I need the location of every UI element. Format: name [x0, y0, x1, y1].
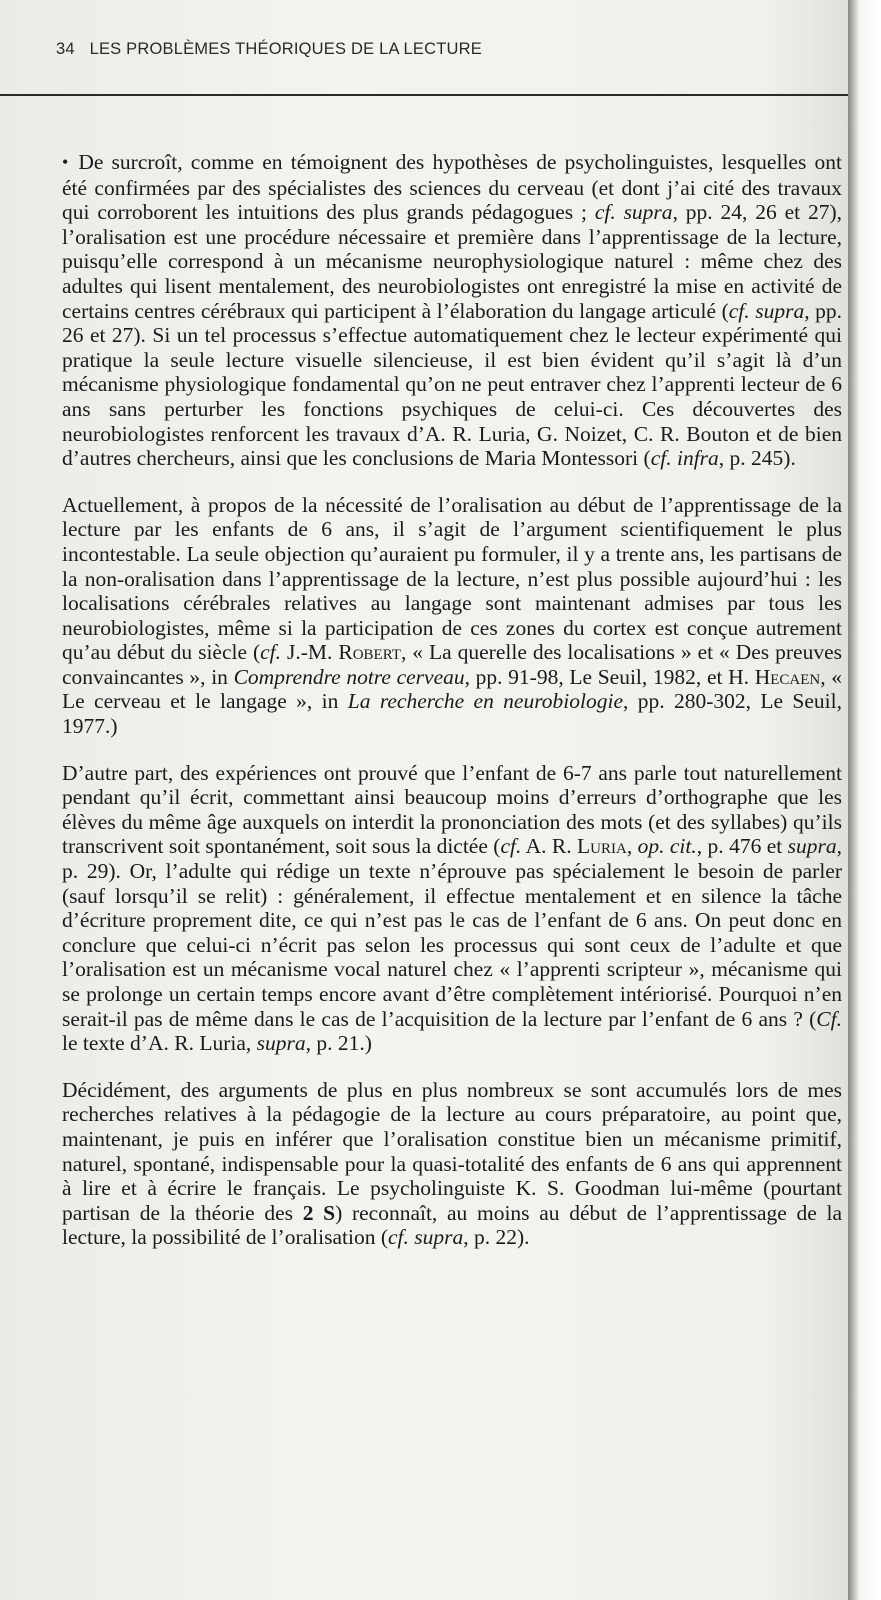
- text-run: De surcroît, comme en témoignent des hypothèses de psycholinguistes, lesquelles ont été confirmées par des spécialistes des sciences du cerveau (et dont j’ai cité des travaux qui corroborent les intuitions des plus grands pédagogues ;: [62, 150, 842, 225]
- italic-run: cf. supra: [594, 200, 673, 225]
- running-title: LES PROBLÈMES THÉORIQUES DE LA LECTURE: [89, 40, 482, 58]
- paragraph-4: [62, 1078, 842, 1250]
- text-run: D’autre part, des expériences ont prouvé que l’enfant de 6-7 ans parle tout naturellement pendant qu’il écrit, commettant ainsi beaucoup moins d’erreurs d’orthographe que les élèves du même âge auxquels on interdit la prononciation des mots (et des syllabes) qu’ils transcrivent soit spontanément, soit sous la dictée (: [62, 760, 842, 859]
- text-run: , p. 22).: [463, 1225, 530, 1250]
- text-run: , pp. 91-98, Le Seuil, 1982, et H.: [464, 664, 755, 689]
- text-run: , p. 245).: [718, 446, 796, 471]
- author-name: Robert: [338, 640, 401, 665]
- paragraph-2: [62, 493, 842, 739]
- text-run: ) reconnaît, au moins au début de l’apprentissage de la lecture, la possibilité de l’oralisation (: [62, 1200, 842, 1250]
- text-run: ,: [626, 834, 638, 859]
- text-run: , « Le cerveau et le langage », in: [62, 664, 842, 714]
- italic-run: La recherche en neurobiologie: [347, 689, 624, 714]
- body-text: [62, 150, 842, 1250]
- text-run: , pp. 26 et 27). Si un tel processus s’effectue automatiquement chez le lecteur expérimenté qui pratique la seule lecture visuelle silencieuse, il est bien évident qu’il s’agit là d’un mécanisme physiologique fondamental qu’on ne peut entraver chez l’apprenti lecteur de 6 ans sans perturber les fonctions psychiques de celui-ci. Ces découvertes des neurobiologistes renforcent les travaux d’A. R. Luria, G. Noizet, C. R. Bouton et de bien d’autres chercheurs, ainsi que les conclusions de Maria Montessori (: [62, 298, 843, 471]
- text-run: , p. 21.): [305, 1031, 372, 1056]
- italic-run: supra: [256, 1031, 306, 1056]
- bold-run: 2 S: [302, 1200, 336, 1225]
- italic-run: cf. supra: [388, 1225, 464, 1250]
- text-run: , p. 476 et: [696, 834, 788, 859]
- text-run: le texte d’A. R. Luria,: [62, 1031, 257, 1056]
- text-run: J.-M.: [281, 640, 339, 665]
- italic-run: cf. infra: [650, 446, 719, 471]
- italic-run: op. cit.: [637, 834, 697, 859]
- italic-run: cf. supra: [728, 298, 805, 323]
- italic-run: cf.: [500, 834, 522, 859]
- italic-run: cf.: [260, 640, 282, 665]
- text-run: , pp. 280-302, Le Seuil, 1977.): [62, 689, 842, 739]
- author-name: Luria: [577, 834, 627, 859]
- running-header: [56, 40, 482, 59]
- italic-run: Cf.: [816, 1006, 842, 1031]
- paragraph-3: [62, 761, 842, 1056]
- text-run: , p. 29). Or, l’adulte qui rédige un texte n’éprouve pas spécialement le besoin de parler (sauf lorsqu’il se relit) : généralement, il effectue mentalement et en silence la tâche d’écriture proprement dite, ce qui n’est pas le cas de l’enfant de 6 ans. On peut donc en conclure que celui-ci n’écrit pas selon les processus qui sont ceux de l’adulte et que l’oralisation est un mécanisme vocal naturel chez « l’apprenti scripteur », mécanisme qui se prolonge un certain temps encore avant d’être complètement intériorisé. Pourquoi n’en serait-il pas de même dans le cas de l’acquisition de la lecture par l’enfant de 6 ans ? (: [62, 834, 843, 1031]
- text-run: , pp. 24, 26 et 27), l’oralisation est une procédure nécessaire et première dans l’apprentissage de la lecture, puisqu’elle correspond à un mécanisme neurophysiologique naturel : même chez des adultes qui lisent mentalement, des neurobiologistes ont enregistré la mise en activité de certains centres cérébraux qui participent à l’élaboration du langage articulé (: [62, 200, 842, 323]
- text-run: Décidément, des arguments de plus en plus nombreux se sont accumulés lors de mes recherches relatives à la pédagogie de la lecture au cours préparatoire, au point que, maintenant, je puis en inférer que l’oralisation constitue bien un mécanisme primitif, naturel, spontané, indispensable pour la quasi-totalité des enfants de 6 ans qui apprennent à lire et à écrire le français. Le psycholinguiste K. S. Goodman lui-même (pourtant partisan de la théorie des: [62, 1077, 842, 1225]
- page-edge-shadow: [848, 0, 881, 1600]
- paragraph-1: [62, 150, 842, 471]
- text-run: , « La querelle des localisations » et « Des preuves convaincantes », in: [62, 640, 842, 689]
- italic-run: supra: [787, 834, 837, 859]
- bullet-icon: •: [62, 152, 69, 172]
- text-run: A. R.: [521, 834, 578, 859]
- page-number: 34: [56, 40, 75, 58]
- header-rule: [0, 94, 848, 96]
- italic-run: Comprendre notre cerveau: [233, 664, 465, 689]
- author-name: Hecaen: [754, 664, 821, 689]
- text-run: Actuellement, à propos de la nécessité de l’oralisation au début de l’apprentissage de la lecture par les enfants de 6 ans, il s’agit de l’argument scientifiquement le plus incontestable. La seule objection qu’auraient pu formuler, il y a trente ans, les partisans de la non-oralisation dans l’apprentissage de la lecture, n’est plus possible aujourd’hui : les localisations cérébrales relatives au langage sont maintenant admises par tous les neurobiologistes, même si la participation de ces zones du cortex est conçue autrement qu’au début du siècle (: [62, 492, 842, 665]
